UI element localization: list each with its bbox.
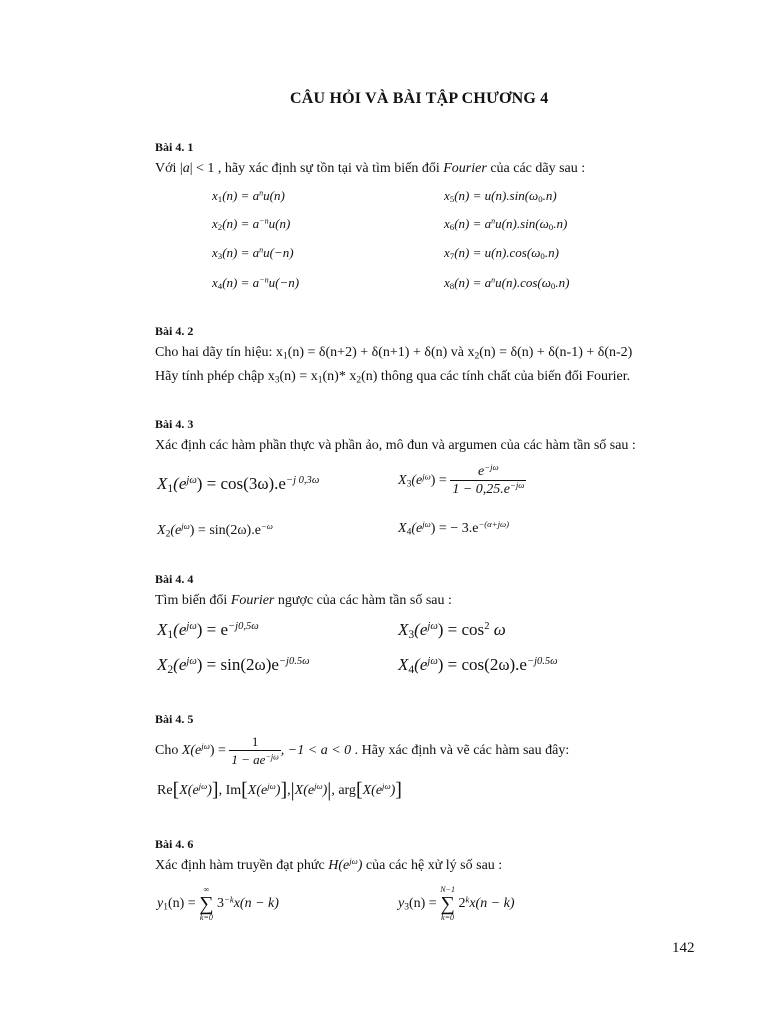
formula-x8: $x_8(n) = a^nu(n).\cos(\omega_0.n)$ [444,275,570,292]
formula-3-X4: $X_4(e^{j\omega})$ = − $3.e^{-(\alpha+j\omega)}$ [398,519,510,538]
formula-4-X1: $X_1(e^{j\omega}) = e^{-j0,5\omega}$ [157,620,259,641]
exercise-4-1-intro [155,161,585,177]
exercise-4-6-label: Bài 4. 6 [155,837,194,851]
exercise-4-2-label: Bài 4. 2 [155,324,194,338]
intro-text: của các dãy sau : [486,161,586,176]
intro-var: a [182,161,190,176]
intro-text: Với | [155,161,183,176]
sum-symbol: ∞ ∑ k=0 [199,885,214,922]
formula-4-X2: $X_2(e^{j\omega}) = \sin(2\omega)e^{-j0.5\omega}$ [157,655,310,676]
fraction: $\frac{e^{-j\omega}}{1 - 0,25.e^{-j\omega}}$ [452,462,525,497]
page-title: CÂU HỎI VÀ BÀI TẬP CHƯƠNG 4 [290,90,549,107]
formula-x3: $x_3(n) = a^nu(-n)$ [212,245,294,262]
intro-fourier: Fourier [443,161,487,176]
fraction: $\frac{1}{1 - ae^{-j\omega}}$ [231,734,279,767]
formula-y3: $y_3(n)$ = N−1 ∑ k=0 $2^kx(n - k)$ [398,885,515,922]
formula-x1: $x_1(n) = a^nu(n)$ [212,188,285,205]
intro-text: | < 1 , hãy xác định sự tồn tại và tìm biến đổi [189,161,444,176]
exercise-4-5-intro: Cho $X(e^{j\omega})$ = $\frac{1}{1 - ae^{-j\omega}}$ , −1 < a < 0 . Hãy xác định và vẽ các hàm sau đây: [155,734,570,767]
exercise-4-5-label: Bài 4. 5 [155,712,194,726]
formula-4-X4: $X_4(e^{j\omega}) = \cos(2\omega).e^{-j0.5\omega}$ [398,655,558,676]
exercise-4-5-functions: $Re[X(e^{j\omega})]$, $Im[X(e^{j\omega})],|X(e^{j\omega})|$, $arg[X(e^{j\omega})]$ [157,779,402,801]
exercise-4-1-label: Bài 4. 1 [155,140,194,154]
exercise-4-2-line1: Cho hai dãy tín hiệu: $x_1(n) = \delta(n+2) + \delta(n+1) + \delta(n)$ và $x_2(n) = \delta(n) + \delta(n-1) + \delta(n-2)$ [155,345,633,362]
formula-x7: $x_7(n) = u(n).\cos(\omega_0.n)$ [444,245,559,262]
formula-4-X3: $X_3(e^{j\omega}) = \cos^2 \omega$ [398,620,506,641]
exercise-4-4-intro: Tìm biến đổi Fourier ngược của các hàm tần số sau : [155,593,452,608]
formula-3-X3: $X_3(e^{j\omega})$ = $\frac{e^{-j\omega}}{1 - 0,25.e^{-j\omega}}$ [398,462,525,497]
formula-x2: $x_2(n) = a^{-n}u(n)$ [212,216,291,233]
formula-x4: $x_4(n) = a^{-n}u(-n)$ [212,275,300,292]
formula-y1: $y_1(n)$ = ∞ ∑ k=0 $3^{-k}x(n - k)$ [157,885,279,922]
formula-3-X1: $X_1(e^{j\omega}) = \cos(3\omega).e^{-j 0,3\omega}$ [157,474,320,495]
page-number: 142 [672,940,695,956]
formula-x6: $x_6(n) = a^nu(n).\sin(\omega_0.n)$ [444,216,568,233]
exercise-4-4-label: Bài 4. 4 [155,572,194,586]
exercise-4-3-intro: Xác định các hàm phần thực và phần ảo, mô đun và argumen của các hàm tần số sau : [155,438,636,453]
formula-x5: $x_5(n) = u(n).\sin(\omega_0.n)$ [444,188,557,205]
sum-symbol: N−1 ∑ k=0 [440,885,455,922]
exercise-4-3-label: Bài 4. 3 [155,417,194,431]
exercise-4-2-line2: Hãy tính phép chập $x_3(n) = x_1(n)*$ $x_2(n)$ thông qua các tính chất của biến đổi Fourier. [155,369,631,386]
exercise-4-6-intro: Xác định hàm truyền đạt phức $H(e^{j\omega})$ của các hệ xử lý số sau : [155,856,503,873]
formula-3-X2: $X_2(e^{j\omega}) = \sin(2\omega).e^{-\omega}$ [157,521,273,540]
